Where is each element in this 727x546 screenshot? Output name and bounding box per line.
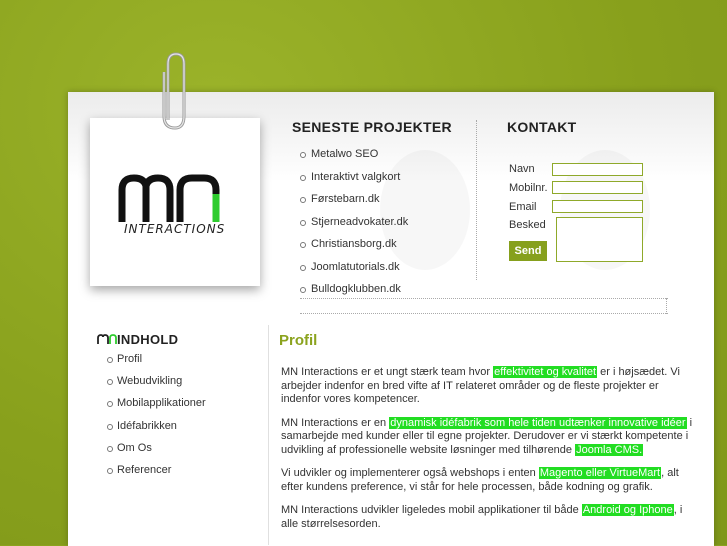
text: MN Interactions er et ungt stærk team hvor (281, 366, 494, 378)
profile-paragraph (281, 366, 693, 407)
profile-content (281, 366, 693, 541)
text: MN Interactions udvikler ligeledes mobil applikationer til både (281, 504, 582, 516)
highlight-text: dynamisk idéfabrik som hele tiden udtænker innovative idéer (390, 416, 686, 429)
message-field[interactable] (556, 217, 643, 262)
menu-item-profil[interactable]: Profil (105, 353, 206, 375)
menu-item-webudvikling[interactable]: Webudvikling (105, 375, 206, 397)
project-link[interactable]: Joomlatutorials.dk (298, 261, 408, 284)
menu-item-referencer[interactable]: Referencer (105, 464, 206, 486)
text: i samarbejde med kunder eller til egne projekter. Derudover er vi stærkt kompetente i udvikling af professionelle website løsninger med tilhørende (281, 416, 693, 456)
page-title: Profil (279, 332, 318, 349)
section-divider (476, 120, 477, 280)
content-divider (268, 325, 269, 545)
projects-list (298, 148, 408, 306)
mn-logo (118, 174, 234, 224)
email-field[interactable] (552, 200, 643, 213)
menu-title (97, 332, 178, 347)
logo-card (90, 118, 260, 286)
menu-item-idefabrikken[interactable]: Idéfabrikken (105, 420, 206, 442)
profile-paragraph (281, 467, 693, 494)
highlight-text: effektivitet og kvalitet (494, 366, 597, 378)
name-label: Navn (509, 163, 535, 175)
mn-mini-logo (97, 334, 117, 344)
paperclip-icon (156, 50, 194, 132)
project-link[interactable]: Bulldogklubben.dk (298, 283, 408, 306)
logo-text: INTERACTIONS (124, 222, 226, 236)
section-divider (300, 298, 668, 299)
text: , alt efter kundens preference, vi står for hele processen, både kodning og grafik. (281, 467, 679, 493)
project-link[interactable]: Stjerneadvokater.dk (298, 216, 408, 239)
contact-title: KONTAKT (507, 119, 577, 135)
highlight-text: Android og Iphone (582, 504, 673, 516)
profile-paragraph (281, 504, 693, 531)
profile-paragraph (281, 417, 693, 458)
projects-title: SENESTE PROJEKTER (292, 119, 452, 135)
menu-item-mobilapplikationer[interactable]: Mobilapplikationer (105, 397, 206, 419)
menu-title-text: INDHOLD (117, 332, 179, 347)
text: MN Interactions er en (281, 416, 390, 429)
name-field[interactable] (552, 163, 643, 176)
project-link[interactable]: Interaktivt valgkort (298, 171, 408, 194)
project-link[interactable]: Førstebarn.dk (298, 193, 408, 216)
mobile-label: Mobilnr. (509, 182, 548, 194)
section-divider (300, 313, 668, 314)
text: Vi udvikler og implementerer også webshops i enten (281, 467, 539, 479)
menu-item-om-os[interactable]: Om Os (105, 442, 206, 464)
highlight-text: Joomla CMS. (576, 443, 643, 456)
project-link[interactable]: Christiansborg.dk (298, 238, 408, 261)
text: , i alle størrelsesorden. (281, 504, 683, 530)
message-label: Besked (509, 219, 546, 231)
content-menu (105, 353, 206, 486)
email-label: Email (509, 201, 537, 213)
send-button[interactable]: Send (509, 241, 547, 261)
project-link[interactable]: Metalwo SEO (298, 148, 408, 171)
mobile-field[interactable] (552, 181, 643, 194)
text: er i højsædet. Vi arbejder indenfor en bred vifte af IT relateret områder og de fleste projekter er indenfor vores kompetencer. (281, 366, 680, 405)
section-divider (666, 298, 667, 314)
highlight-text: Magento eller VirtueMart (539, 467, 661, 479)
